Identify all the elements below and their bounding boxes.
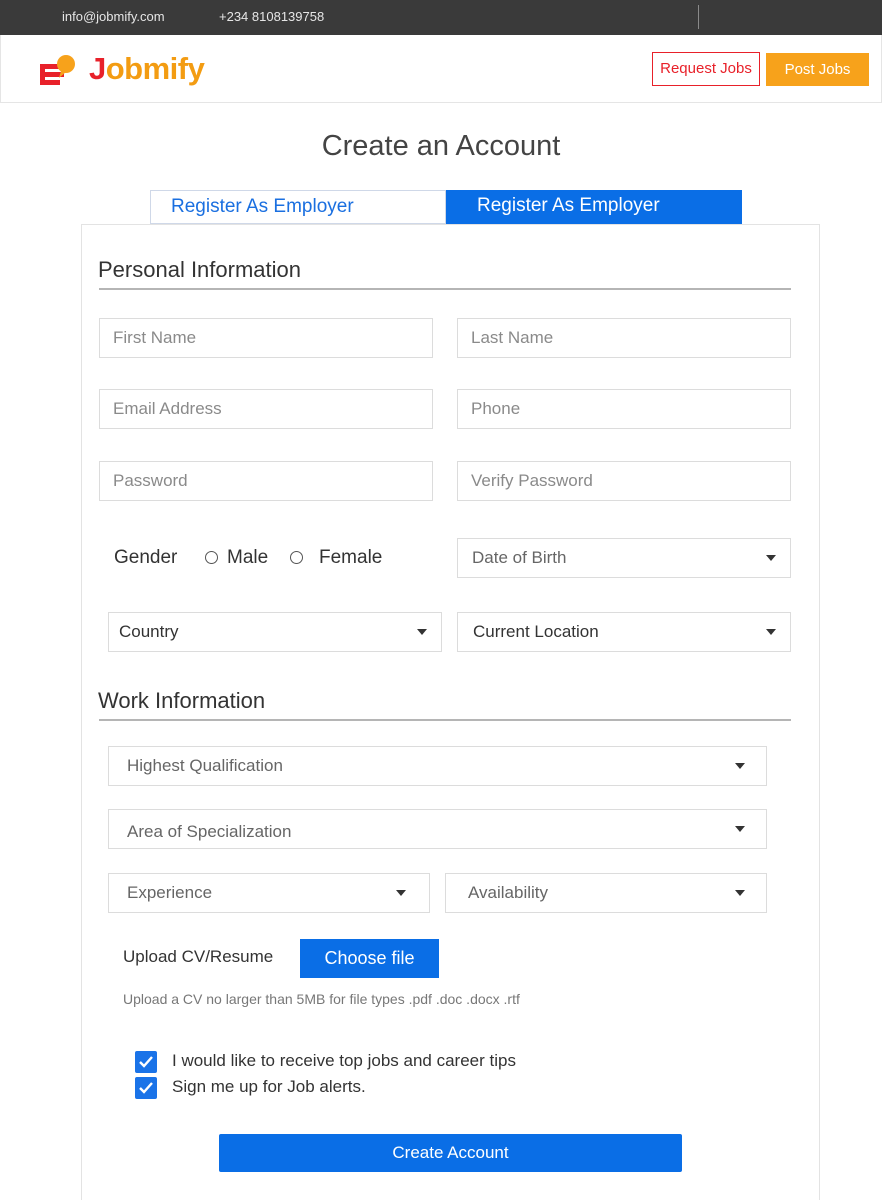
phone-input[interactable]: Phone (457, 389, 791, 429)
gender-female-label[interactable]: Female (319, 547, 383, 568)
availability-select[interactable] (445, 873, 767, 913)
checkmark-icon (138, 1080, 154, 1096)
current-location-value: Current Location (473, 622, 599, 641)
chevron-down-icon (396, 890, 406, 896)
post-jobs-button[interactable]: Post Jobs (766, 53, 869, 86)
chevron-down-icon (766, 629, 776, 635)
jobmify-logo[interactable] (39, 49, 205, 89)
gender-label: Gender (114, 547, 178, 568)
experience-select[interactable] (108, 873, 430, 913)
personal-info-divider (99, 288, 791, 290)
personal-info-heading: Personal Information (98, 257, 301, 282)
checkmark-icon (138, 1054, 154, 1070)
country-value: Country (119, 622, 179, 641)
current-location-select[interactable] (457, 612, 791, 652)
last-name-input[interactable]: Last Name (457, 318, 791, 358)
email-input[interactable]: Email Address (99, 389, 433, 429)
create-account-button[interactable]: Create Account (219, 1134, 682, 1172)
site-header (0, 35, 882, 103)
chevron-down-icon (735, 826, 745, 832)
first-name-input[interactable]: First Name (99, 318, 433, 358)
upload-hint-text: Upload a CV no larger than 5MB for file types .pdf .doc .docx .rtf (123, 991, 520, 1007)
verify-password-input[interactable]: Verify Password (457, 461, 791, 501)
date-of-birth-select[interactable] (457, 538, 791, 578)
work-info-heading: Work Information (98, 688, 266, 713)
gender-female-radio[interactable] (290, 551, 303, 564)
contact-email[interactable]: info@jobmify.com (62, 9, 165, 24)
logo-wordmark (89, 51, 204, 87)
gender-male-label[interactable]: Male (227, 547, 269, 568)
career-tips-checkbox[interactable] (135, 1051, 157, 1073)
chevron-down-icon (735, 890, 745, 896)
job-alerts-label[interactable]: Sign me up for Job alerts. (172, 1077, 366, 1096)
job-alerts-checkbox[interactable] (135, 1077, 157, 1099)
highest-qualification-value: Highest Qualification (127, 756, 283, 775)
upload-cv-label: Upload CV/Resume (123, 947, 274, 966)
logo-letter-j: J (89, 51, 106, 86)
top-contact-bar (0, 0, 882, 35)
experience-value: Experience (127, 883, 213, 902)
chevron-down-icon (735, 763, 745, 769)
choose-file-button[interactable]: Choose file (300, 939, 439, 978)
chevron-down-icon (766, 555, 776, 561)
area-of-specialization-select[interactable] (108, 809, 767, 849)
logo-mark-icon (39, 51, 79, 89)
tab-register-employer-1[interactable]: Register As Employer (150, 190, 446, 224)
password-input[interactable]: Password (99, 461, 433, 501)
gender-male-radio[interactable] (205, 551, 218, 564)
country-select[interactable] (108, 612, 442, 652)
date-of-birth-value: Date of Birth (472, 548, 567, 567)
topbar-divider (698, 5, 699, 29)
availability-value: Availability (468, 883, 549, 902)
tab-register-employer-2[interactable]: Register As Employer (446, 190, 742, 224)
career-tips-label[interactable]: I would like to receive top jobs and career tips (172, 1051, 516, 1070)
logo-letters-rest: obmify (105, 51, 205, 86)
contact-phone[interactable]: +234 8108139758 (219, 9, 325, 24)
work-info-divider (99, 719, 791, 721)
page-title: Create an Account (321, 130, 561, 162)
chevron-down-icon (417, 629, 427, 635)
request-jobs-button[interactable]: Request Jobs (652, 52, 760, 86)
area-of-specialization-value: Area of Specialization (127, 822, 292, 841)
highest-qualification-select[interactable] (108, 746, 767, 786)
